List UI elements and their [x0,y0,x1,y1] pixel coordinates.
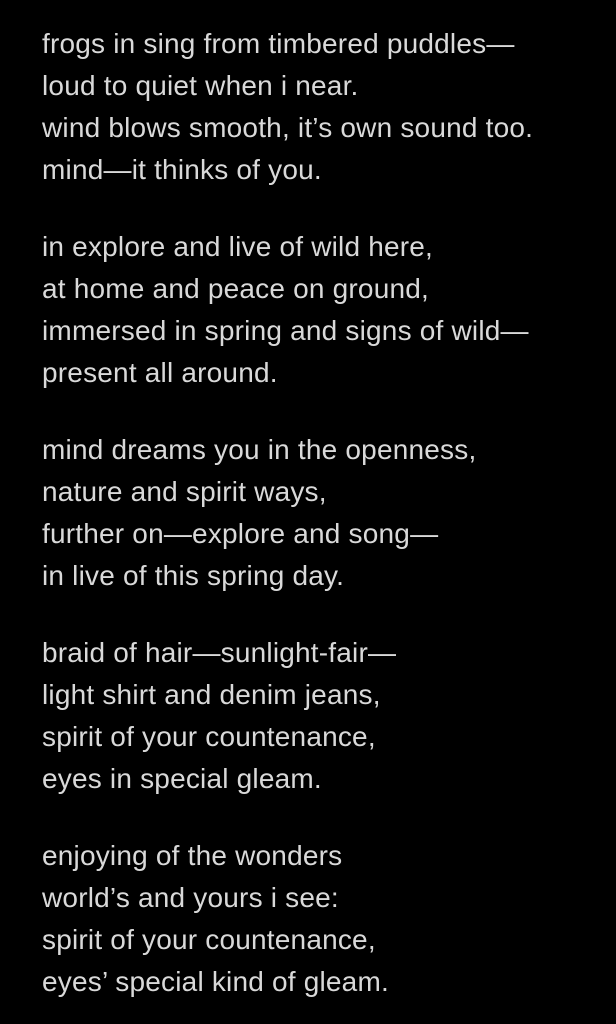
poem-line: eyes’ special kind of gleam. [42,966,389,997]
poem-line: at home and peace on ground, [42,273,430,304]
poem-line: world’s and yours i see: [42,882,339,913]
poem-line: wind blows smooth, it’s own sound too. [42,112,534,143]
poem-line: spirit of your countenance, [42,924,376,955]
poem-line: loud to quiet when i near. [42,70,359,101]
poem-line: mind dreams you in the openness, [42,434,477,465]
poem-line: spirit of your countenance, [42,721,376,752]
stanza [42,429,586,597]
poem-line: light shirt and denim jeans, [42,679,381,710]
poem-line: frogs in sing from timbered puddles— [42,28,515,59]
poem-line: further on—explore and song— [42,518,439,549]
poem-line: in explore and live of wild here, [42,231,434,262]
stanza [42,835,586,1003]
poem-line: mind—it thinks of you. [42,154,322,185]
poem-line: immersed in spring and signs of wild— [42,315,529,346]
poem-line: enjoying of the wonders [42,840,343,871]
stanza [42,226,586,394]
poem-line: eyes in special gleam. [42,763,322,794]
poem-line: present all around. [42,357,278,388]
stanza [42,632,586,800]
poem-line: braid of hair—sunlight-fair— [42,637,397,668]
poem-line: in live of this spring day. [42,560,345,591]
stanza [42,23,586,191]
poem-line: nature and spirit ways, [42,476,327,507]
